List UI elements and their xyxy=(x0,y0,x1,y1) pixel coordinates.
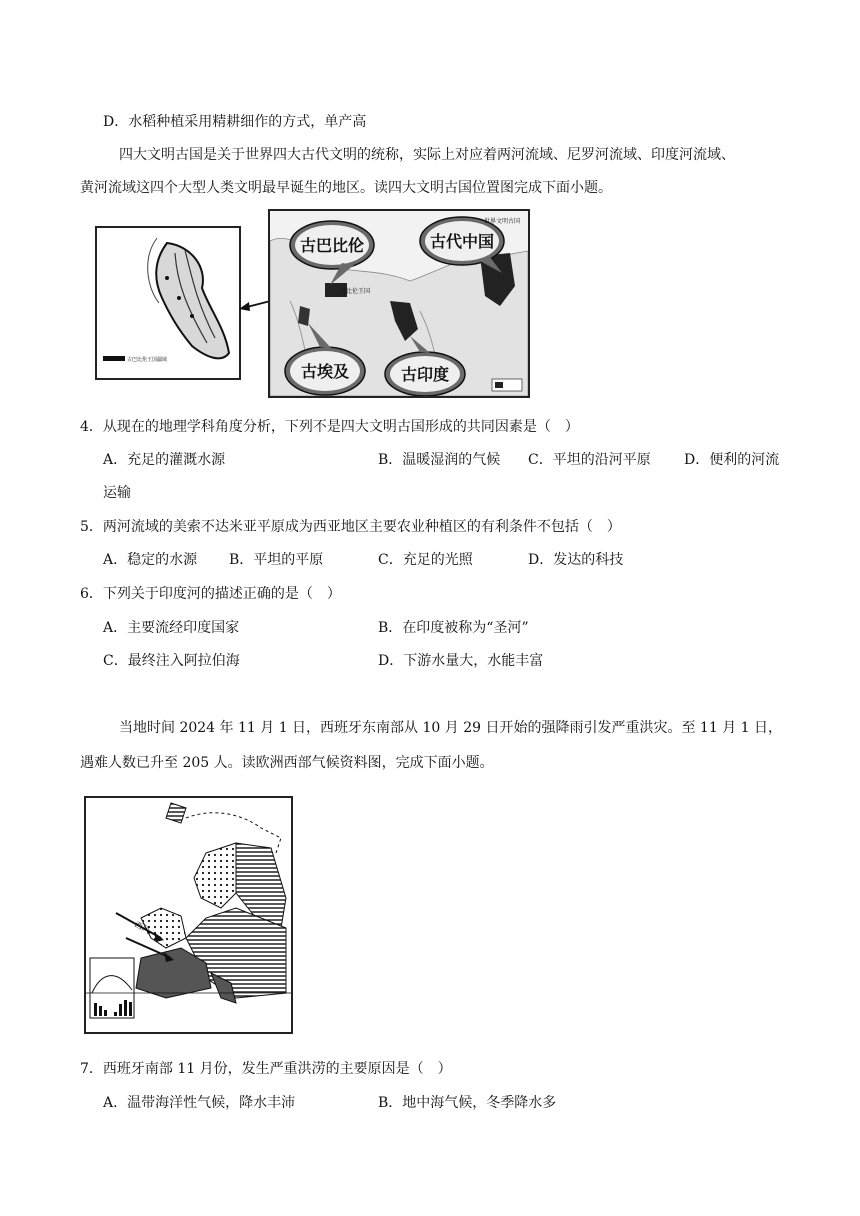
question-6-option-a: A．主要流经印度国家 xyxy=(103,620,240,636)
ancient-civilizations-map xyxy=(268,209,530,398)
question-4-option-c: C．平坦的沿河平原 xyxy=(528,452,651,468)
question-7-option-a: A．温带海洋性气候，降水丰沛 xyxy=(103,1095,296,1111)
question-6-option-b: B．在印度被称为“圣河” xyxy=(378,620,529,636)
india-bubble-label: 古印度 xyxy=(400,365,450,384)
question-5-option-c: C．充足的光照 xyxy=(378,552,473,568)
question-6-stem: 6．下列关于印度河的描述正确的是（ ） xyxy=(80,586,341,602)
kingdom-label: 巴比伦王国 xyxy=(340,288,371,295)
question-7-stem: 7．西班牙南部 11 月份，发生严重洪涝的主要原因是（ ） xyxy=(80,1061,452,1077)
question-5-stem: 5．两河流域的美索不达米亚平原成为西亚地区主要农业种植区的有利条件不包括（ ） xyxy=(80,519,621,535)
question-4-option-a: A．充足的灌溉水源 xyxy=(103,452,226,468)
question-7-option-b: B．地中海气候，冬季降水多 xyxy=(378,1095,557,1111)
question-6-option-d: D．下游水量大，水能丰富 xyxy=(378,653,544,669)
question-4-option-b: B．温暖湿润的气候 xyxy=(378,452,501,468)
intro-paragraph-1-line-1: 四大文明古国是关于世界四大古代文明的统称，实际上对应着两河流域、尼罗河流域、印度河流域、 xyxy=(119,147,735,163)
intro-paragraph-2-line-1: 当地时间 2024 年 11 月 1 日，西班牙东南部从 10 月 29 日开始的强降雨引发严重洪灾。至 11 月 1 日， xyxy=(119,720,783,736)
question-4-option-d: D．便利的河流 xyxy=(684,452,780,468)
china-bubble-label: 古代中国 xyxy=(429,232,495,251)
europe-climate-map xyxy=(84,796,293,1034)
map-title-corner: 世界文明古国 xyxy=(483,218,521,225)
question-6-option-c: C．最终注入阿拉伯海 xyxy=(103,653,240,669)
babylon-bubble-label: 古巴比伦 xyxy=(299,236,365,255)
intro-paragraph-1-line-2: 黄河流域这四个大型人类文明最早诞生的地区。读四大文明古国位置图完成下面小题。 xyxy=(80,180,612,196)
inset-legend-text: 古巴比伦王国疆域 xyxy=(127,357,168,363)
question-4-stem: 4．从现在的地理学科角度分析，下列不是四大文明古国形成的共同因素是（ ） xyxy=(80,419,579,435)
westerly-wind-label: 西风 xyxy=(133,919,152,936)
previous-option-d: D．水稻种植采用精耕细作的方式，单产高 xyxy=(103,114,367,130)
intro-paragraph-2-line-2: 遇难人数已升至 205 人。读欧洲西部气候资料图，完成下面小题。 xyxy=(80,755,494,771)
question-5-option-a: A．稳定的水源 xyxy=(103,552,198,568)
question-4-option-d-continued: 运输 xyxy=(103,485,131,501)
egypt-bubble-label: 古埃及 xyxy=(300,362,350,381)
question-5-option-b: B．平坦的平原 xyxy=(229,552,324,568)
question-5-option-d: D．发达的科技 xyxy=(528,552,624,568)
babylon-inset-map xyxy=(95,226,241,380)
